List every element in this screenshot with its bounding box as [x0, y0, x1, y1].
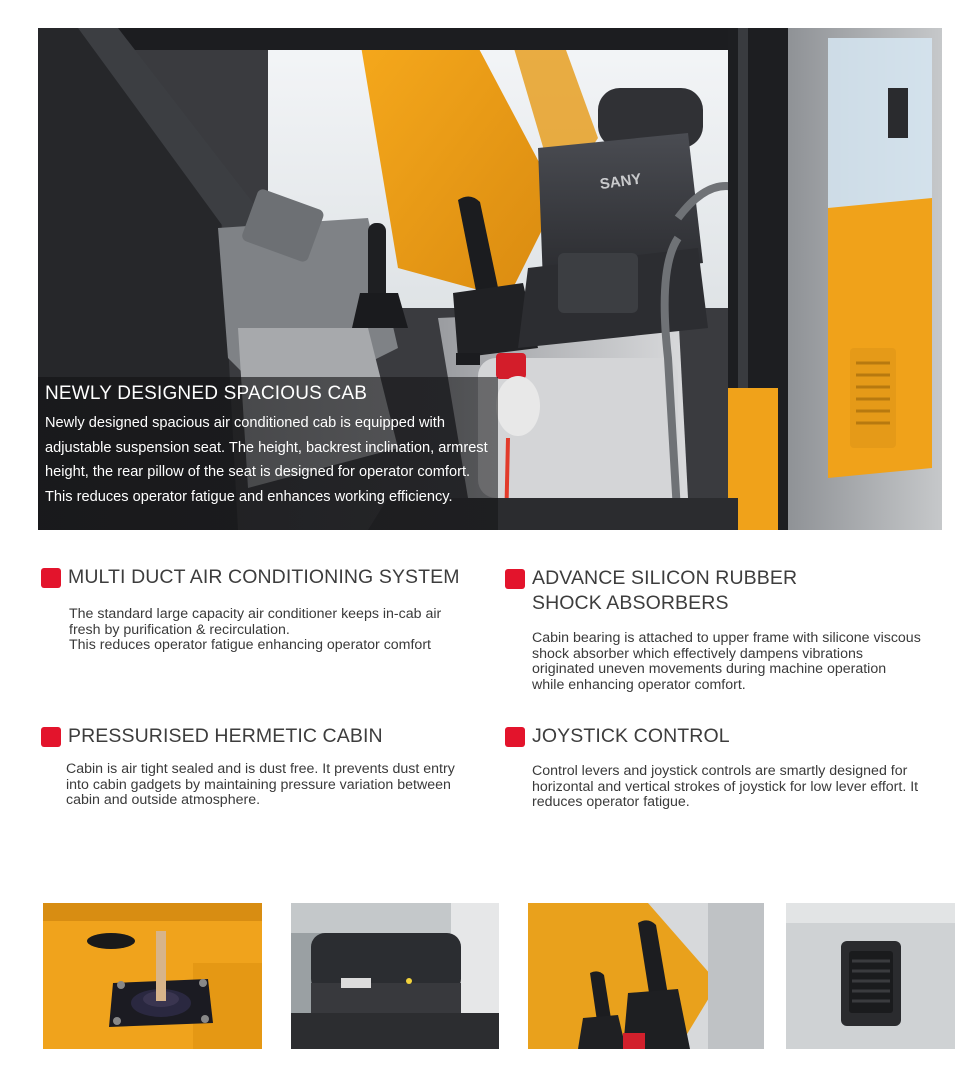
feature-title: ADVANCE SILICON RUBBER SHOCK ABSORBERS: [532, 567, 798, 614]
feature-shock-absorbers: [505, 566, 960, 693]
red-square-bullet-icon: [41, 727, 61, 747]
feature-title: PRESSURISED HERMETIC CABIN: [68, 725, 383, 747]
hero-title: NEWLY DESIGNED SPACIOUS CAB: [45, 383, 368, 404]
red-square-bullet-icon: [505, 569, 525, 589]
thumbnail-air-vent-photo: [786, 903, 955, 1049]
feature-title: JOYSTICK CONTROL: [532, 725, 730, 747]
feature-air-conditioning: [41, 565, 491, 654]
red-square-bullet-icon: [505, 727, 525, 747]
hero-description: Newly designed spacious air conditioned cab is equipped with adjustable suspension seat. The height, backrest inclination, armrest height, the rear pillow of the seat is designed for operator comfort. This reduces operator fatigue and enhances working efficiency.: [45, 415, 488, 505]
feature-hermetic-cabin: [41, 724, 491, 809]
hero-cab-photo: [38, 28, 942, 530]
seat-brand-logo: SANY: [598, 170, 643, 194]
thumbnail-shock-absorber-photo: [43, 903, 262, 1049]
red-square-bullet-icon: [41, 568, 61, 588]
hero-caption-box: [38, 377, 498, 530]
feature-description: Cabin bearing is attached to upper frame with silicone viscous shock absorber which effectively dampens vibrations originated uneven movements during machine operation while enhancing operator comfort.: [532, 630, 921, 693]
thumbnail-joystick-photo: [528, 903, 764, 1049]
feature-description: Cabin is air tight sealed and is dust free. It prevents dust entry into cabin gadgets by maintaining pressure variation between cabin and outside atmosphere.: [66, 761, 455, 809]
thumbnail-seat-photo: [291, 903, 499, 1049]
feature-description: Control levers and joystick controls are smartly designed for horizontal and vertical strokes of joystick for low lever effort. It reduces operator fatigue.: [532, 763, 919, 811]
feature-title: MULTI DUCT AIR CONDITIONING SYSTEM: [68, 566, 460, 588]
feature-joystick-control: [505, 724, 960, 811]
feature-description: The standard large capacity air conditioner keeps in-cab air fresh by purification & recirculation. This reduces operator fatigue enhancing operator comfort: [69, 606, 442, 654]
